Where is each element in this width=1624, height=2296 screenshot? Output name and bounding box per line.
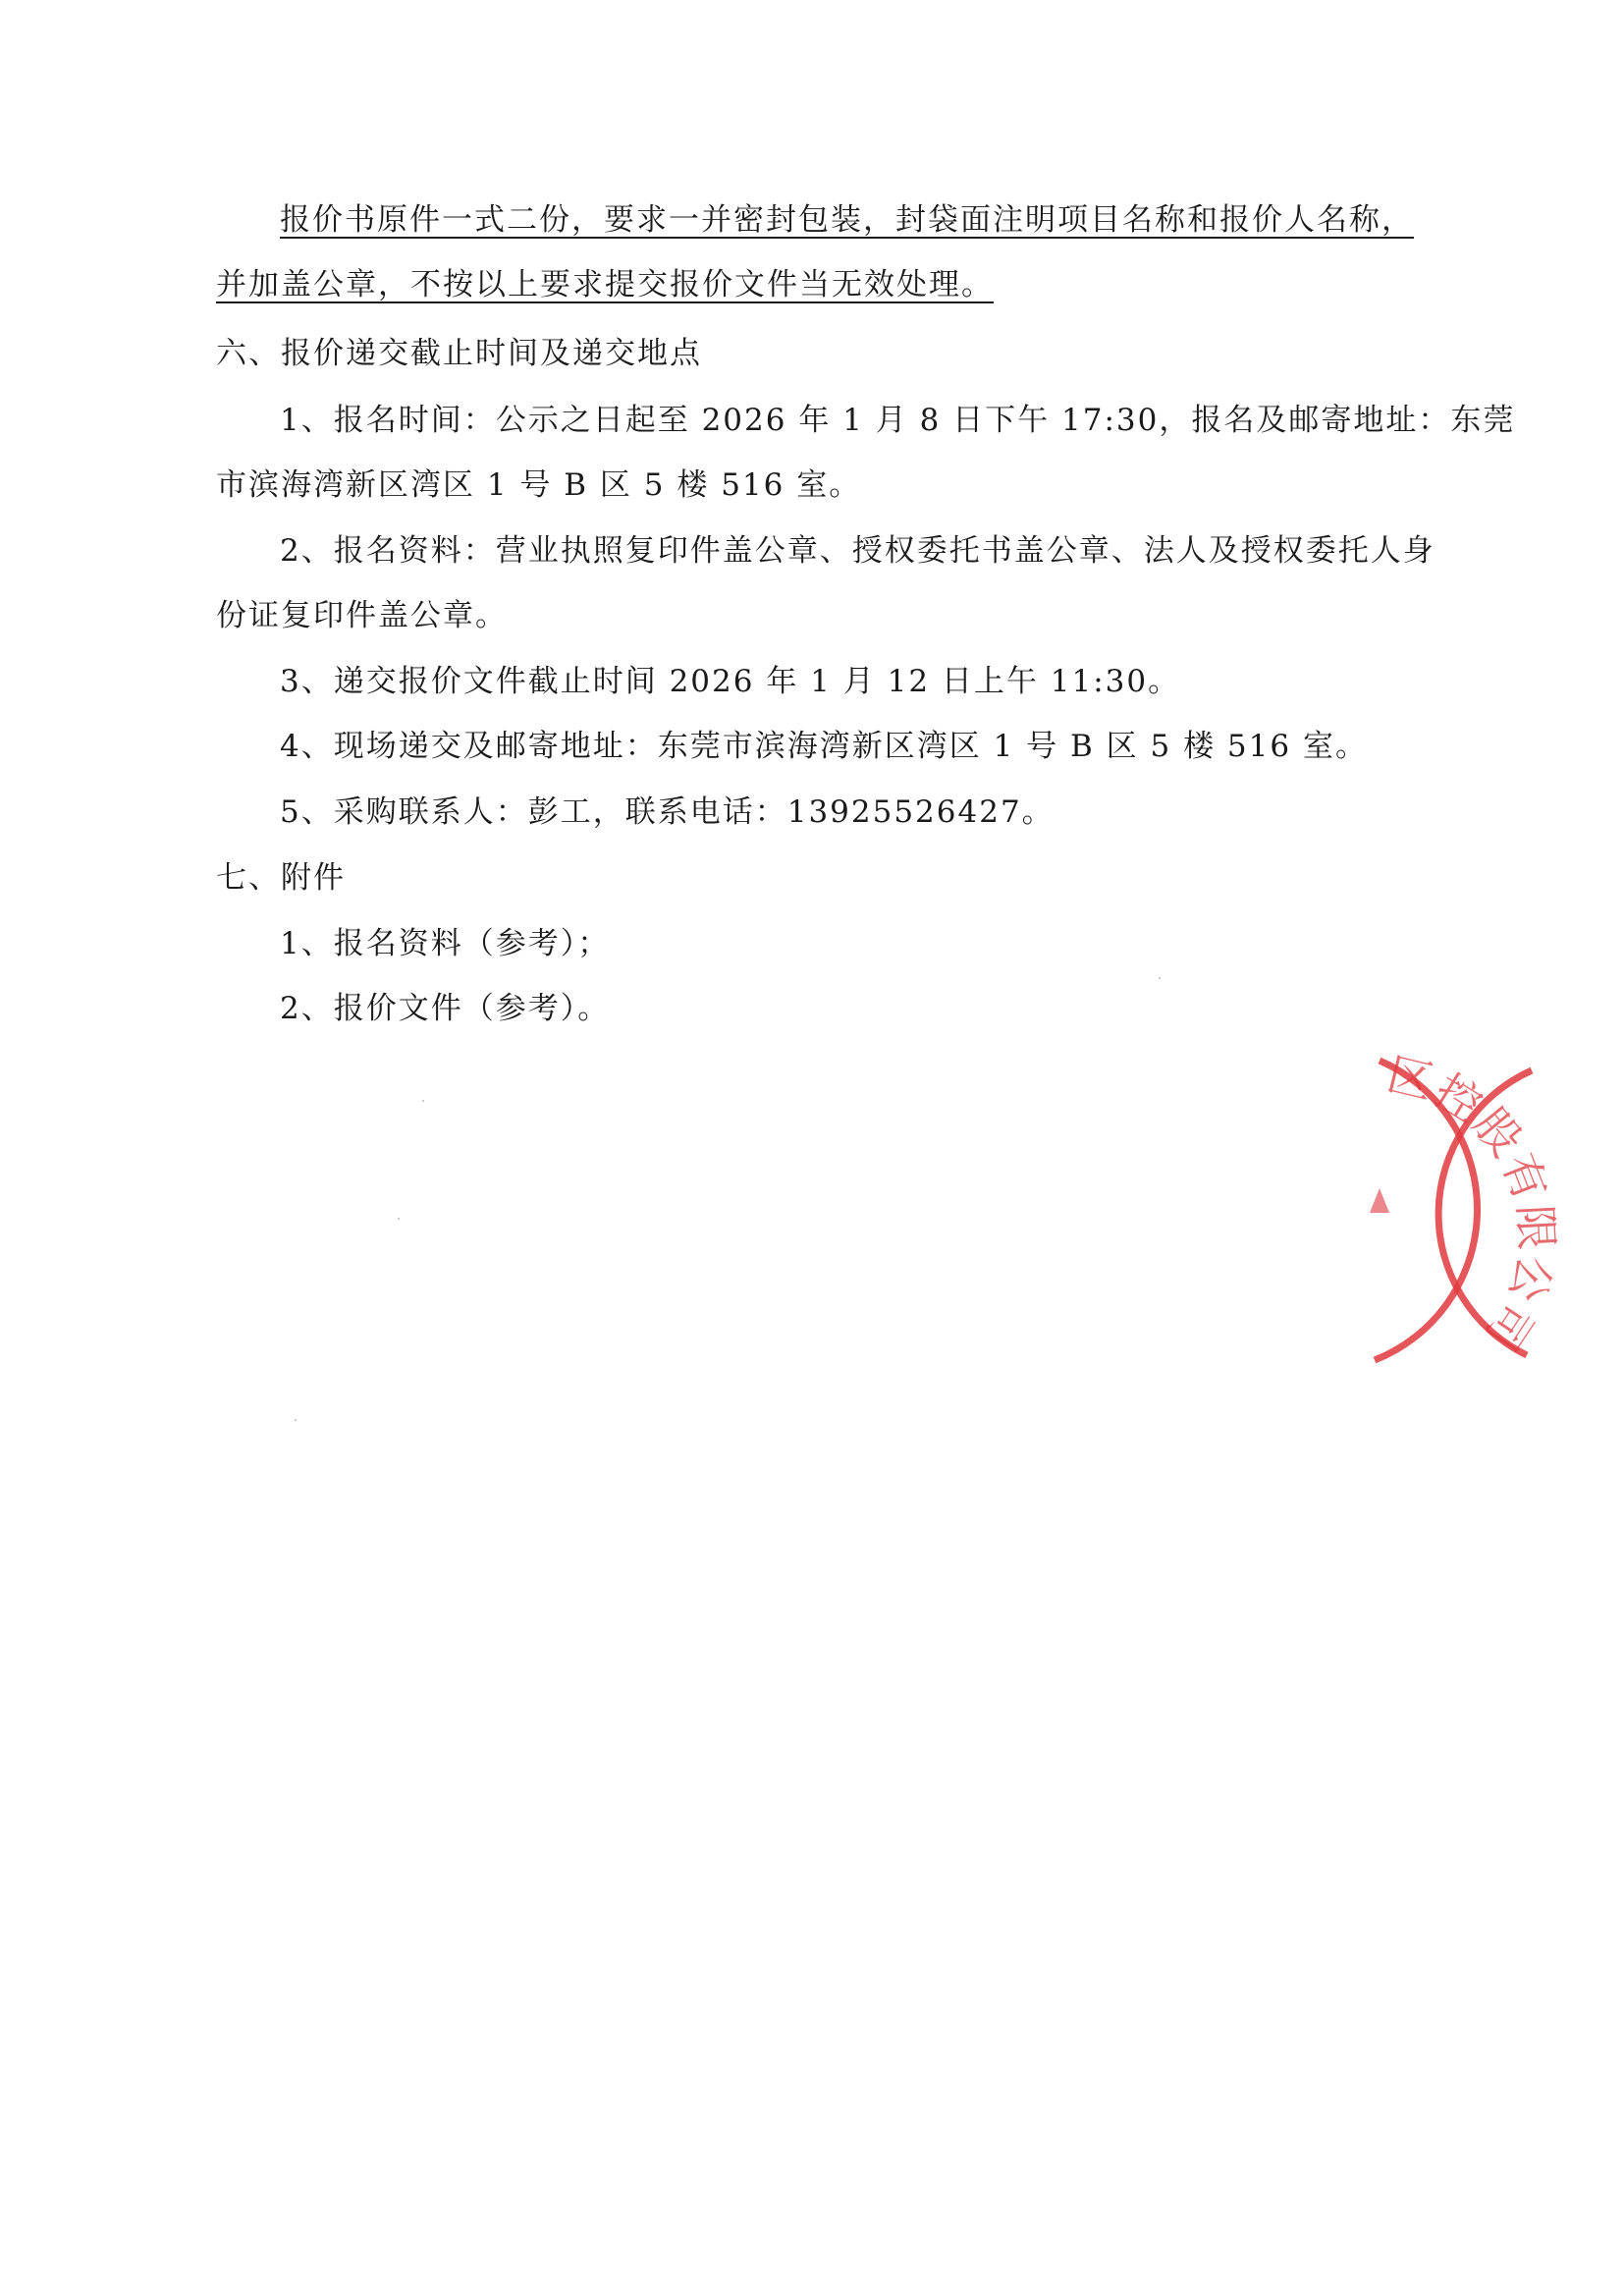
company-seal-stamp xyxy=(1306,1041,1620,1375)
scan-speck xyxy=(1159,977,1161,979)
section-6-item-1-line-2: 市滨海湾新区湾区 1 号 B 区 5 楼 516 室。 xyxy=(216,467,862,503)
section-6-item-3: 3、递交报价文件截止时间 2026 年 1 月 12 日上午 11:30。 xyxy=(280,664,1181,699)
section-6-item-2-line-1: 2、报名资料：营业执照复印件盖公章、授权委托书盖公章、法人及授权委托人身 xyxy=(280,533,1435,569)
scan-speck xyxy=(295,1419,297,1421)
section-6-item-1-line-1: 1、报名时间：公示之日起至 2026 年 1 月 8 日下午 17:30，报名及邮寄地址：东莞 xyxy=(280,403,1516,438)
section-6-item-2-line-2: 份证复印件盖公章。 xyxy=(216,598,508,633)
seal-star-icon xyxy=(1370,1188,1389,1213)
section-6-item-5: 5、采购联系人：彭工，联系电话：13925526427。 xyxy=(280,794,1055,830)
quote-para-line-1: 报价书原件一式二份，要求一并密封包装，封袋面注明项目名称和报价人名称， xyxy=(280,202,1414,238)
seal-text: 区控股有限公司 xyxy=(1381,1047,1564,1362)
quote-para-line-2: 并加盖公章，不按以上要求提交报价文件当无效处理。 xyxy=(216,267,994,302)
section-7-heading: 七、附件 xyxy=(216,860,346,896)
scan-speck xyxy=(422,1100,424,1102)
scan-speck xyxy=(398,1218,400,1220)
section-6-heading: 六、报价递交截止时间及递交地点 xyxy=(216,336,702,371)
section-6-item-4: 4、现场递交及邮寄地址：东莞市滨海湾新区湾区 1 号 B 区 5 楼 516 室。 xyxy=(280,729,1368,764)
section-7-item-1: 1、报名资料（参考）； xyxy=(280,926,611,961)
section-7-item-2: 2、报价文件（参考）。 xyxy=(280,991,611,1026)
